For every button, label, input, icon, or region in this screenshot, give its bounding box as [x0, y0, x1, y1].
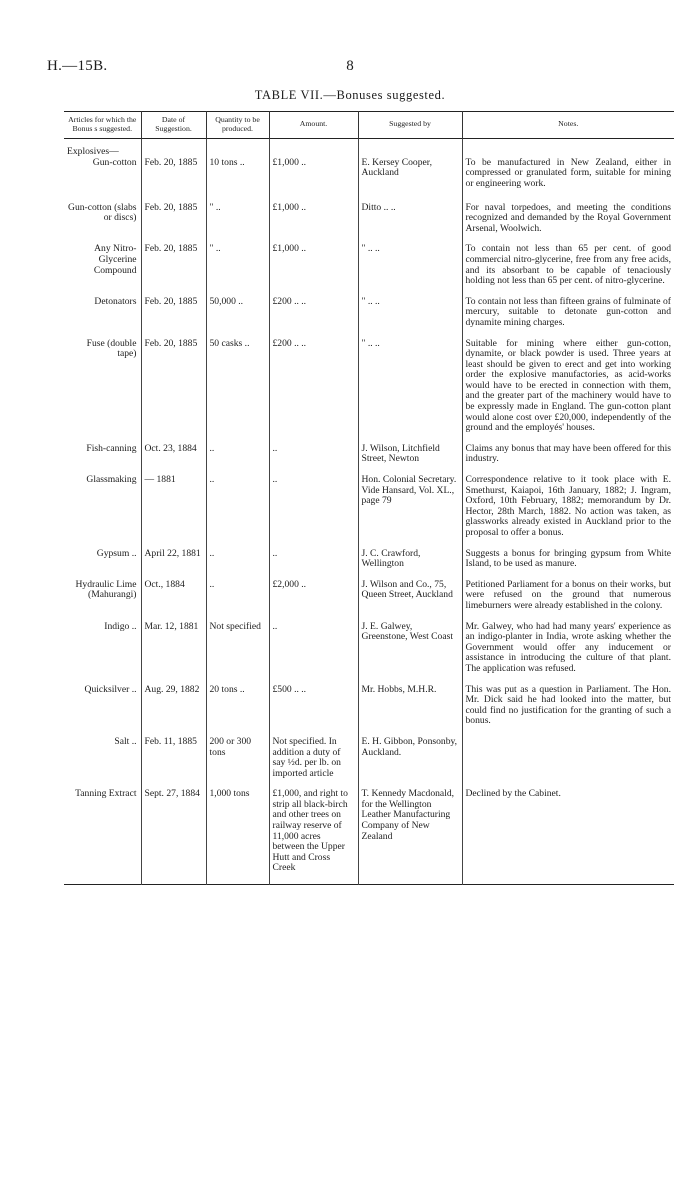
cell-notes: Suitable for mining where either gun-cotton, dynamite, or black powder is used. Three years at least should be given to erect and get into working order the explosive manufactories, as acid-works would have to be erected in connection with them, and the greater part of the machinery would have to be expressly made in England. The gun-cotton plant would alone cost over £20,000, independently of the ground and the employés' houses.	[465, 337, 671, 434]
table-row	[64, 234, 674, 286]
table-row	[64, 675, 674, 727]
cell-notes: For naval torpedoes, and meeting the conditions recognized and demanded by the Royal Government Arsenal, Woolwich.	[465, 201, 671, 234]
cell-suggested-by: Mr. Hobbs, M.H.R.	[358, 675, 462, 727]
cell-article: Gun-cotton (slabs or discs)	[64, 190, 141, 235]
cell-date: Feb. 11, 1885	[141, 727, 206, 779]
cell-article: Gun-cotton	[64, 158, 141, 190]
bonuses-table-container	[64, 111, 674, 885]
table-row	[64, 434, 674, 465]
column-header-quantity: Quantity to be produced.	[206, 112, 269, 139]
cell-date: Feb. 20, 1885	[141, 287, 206, 329]
cell-date: Mar. 12, 1881	[141, 612, 206, 675]
cell-suggested-by: J. Wilson, Litchfield Street, Newton	[358, 434, 462, 465]
table-row	[64, 190, 674, 235]
cell-quantity: ..	[206, 570, 269, 612]
cell-notes: Correspondence relative to it took place with E. Smethurst, Kaiapoi, 16th January, 1882; J. Ingram, Oxford, 10th February, 1882; memorandum by Dr. Hector, 28th March, 1882. No action was taken, as glassworks already existed in Auckland prior to the proposal to offer a bonus.	[465, 474, 671, 538]
cell-quantity: ..	[206, 465, 269, 539]
cell-quantity: Not specified	[206, 612, 269, 675]
cell-article: Gypsum ..	[64, 539, 141, 570]
table-row	[64, 158, 674, 190]
cell-amount: ..	[269, 434, 358, 465]
cell-amount: £2,000 ..	[269, 570, 358, 612]
table-row	[64, 329, 674, 434]
cell-amount: £200 .. ..	[269, 287, 358, 329]
cell-amount: Not specified. In addition a duty of say ½d. per lb. on imported article	[269, 727, 358, 779]
cell-suggested-by: Hon. Colonial Secretary. Vide Hansard, Vol. XL., page 79	[358, 465, 462, 539]
cell-quantity: 10 tons ..	[206, 158, 269, 190]
cell-suggested-by: J. Wilson and Co., 75, Queen Street, Auckland	[358, 570, 462, 612]
cell-suggested-by: Ditto .. ..	[358, 190, 462, 235]
cell-amount: ..	[269, 539, 358, 570]
cell-suggested-by: J. C. Crawford, Wellington	[358, 539, 462, 570]
cell-amount: £200 .. ..	[269, 329, 358, 434]
column-header-suggested-by: Suggested by	[358, 112, 462, 139]
cell-article: Glassmaking	[64, 465, 141, 539]
cell-date: Feb. 20, 1885	[141, 190, 206, 235]
cell-notes: To contain not less than fifteen grains of fulminate of mercury, suitable to detonate gun-cotton and dynamite mining charges.	[465, 295, 671, 328]
page-reference: H.—15B.	[47, 58, 108, 74]
cell-notes	[462, 727, 674, 779]
cell-suggested-by: " .. ..	[358, 234, 462, 286]
table-row	[64, 539, 674, 570]
cell-amount: £1,000, and right to strip all black-birch and other trees on railway reserve of 11,000 acres between the Upper Hutt and Cross Creek	[269, 779, 358, 884]
cell-article: Fish-canning	[64, 434, 141, 465]
cell-article: Any Nitro-Glycerine Compound	[64, 234, 141, 286]
cell-amount: ..	[269, 612, 358, 675]
cell-quantity: 200 or 300 tons	[206, 727, 269, 779]
cell-quantity: ..	[206, 539, 269, 570]
cell-suggested-by: E. Kersey Cooper, Auckland	[358, 158, 462, 190]
cell-suggested-by: " .. ..	[358, 329, 462, 434]
table-row	[64, 779, 674, 884]
column-header-date: Date of Suggestion.	[141, 112, 206, 139]
cell-article: Indigo ..	[64, 612, 141, 675]
cell-article: Fuse (double tape)	[64, 329, 141, 434]
column-header-amount: Amount.	[269, 112, 358, 139]
cell-notes: To contain not less than 65 per cent. of good commercial nitro-glycerine, free from any free acids, and its absorbant to be capable of tenaciously holding not less than 65 per cent. of nitro-glycerine.	[465, 243, 671, 287]
cell-quantity: 50 casks ..	[206, 329, 269, 434]
table-title: TABLE VII.—Bonuses suggested.	[254, 88, 446, 102]
cell-suggested-by: T. Kennedy Macdonald, for the Wellington Leather Manufacturing Company of New Zealand	[358, 779, 462, 884]
cell-notes: Declined by the Cabinet.	[465, 788, 561, 800]
group-label-text: Explosives—	[67, 146, 119, 158]
cell-amount: ..	[269, 465, 358, 539]
cell-amount: £1,000 ..	[269, 234, 358, 286]
cell-quantity: " ..	[206, 190, 269, 235]
table-row	[64, 612, 674, 675]
cell-date: Sept. 27, 1884	[141, 779, 206, 884]
cell-article: Hydraulic Lime (Mahurangi)	[64, 570, 141, 612]
cell-notes: Suggests a bonus for bringing gypsum from White Island, to be used as manure.	[465, 547, 671, 570]
cell-suggested-by: " .. ..	[358, 287, 462, 329]
cell-quantity: 1,000 tons	[206, 779, 269, 884]
bonuses-table	[64, 111, 674, 885]
cell-amount: £1,000 ..	[269, 190, 358, 235]
cell-article: Detonators	[64, 287, 141, 329]
cell-notes: Mr. Galwey, who had had many years' experience as an indigo-planter in India, wrote asking whether the Government would offer any inducement or assistance in introducing the culture of that plant. The application was refused.	[465, 620, 671, 674]
column-header-articles: Articles for which the Bonus s suggested.	[64, 112, 141, 139]
table-body	[64, 139, 674, 885]
cell-suggested-by: E. H. Gibbon, Ponsonby, Auckland.	[358, 727, 462, 779]
table-header	[64, 112, 674, 139]
cell-quantity: ..	[206, 434, 269, 465]
table-row	[64, 570, 674, 612]
column-header-notes: Notes.	[558, 119, 579, 129]
cell-date: — 1881	[141, 465, 206, 539]
cell-date: Feb. 20, 1885	[141, 158, 206, 190]
cell-date: Oct., 1884	[141, 570, 206, 612]
cell-notes: Petitioned Parliament for a bonus on their works, but were refused on the ground that numerous limeburners were already established in the colony.	[465, 578, 671, 611]
cell-notes: This was put as a question in Parliament. The Hon. Mr. Dick said he had looked into the matter, but could find no justification for the granting of such a bonus.	[465, 683, 671, 727]
cell-quantity: 50,000 ..	[206, 287, 269, 329]
cell-article: Tanning Extract	[64, 779, 141, 884]
cell-suggested-by: J. E. Galwey, Greenstone, West Coast	[358, 612, 462, 675]
table-row	[64, 465, 674, 539]
cell-date: April 22, 1881	[141, 539, 206, 570]
cell-article: Salt ..	[64, 727, 141, 779]
cell-article: Quicksilver ..	[64, 675, 141, 727]
table-row	[64, 727, 674, 779]
cell-quantity: 20 tons ..	[206, 675, 269, 727]
cell-date: Oct. 23, 1884	[141, 434, 206, 465]
page-number: 8	[346, 58, 354, 74]
table-spacer-row	[64, 139, 674, 148]
cell-amount: £1,000 ..	[269, 158, 358, 190]
cell-notes: To be manufactured in New Zealand, either in compressed or granulated form, suitable for mining or engineering work.	[465, 156, 671, 189]
cell-date: Feb. 20, 1885	[141, 329, 206, 434]
cell-date: Feb. 20, 1885	[141, 234, 206, 286]
table-row	[64, 287, 674, 329]
cell-quantity: " ..	[206, 234, 269, 286]
cell-date: Aug. 29, 1882	[141, 675, 206, 727]
cell-notes: Claims any bonus that may have been offered for this industry.	[465, 442, 671, 465]
cell-amount: £500 .. ..	[269, 675, 358, 727]
